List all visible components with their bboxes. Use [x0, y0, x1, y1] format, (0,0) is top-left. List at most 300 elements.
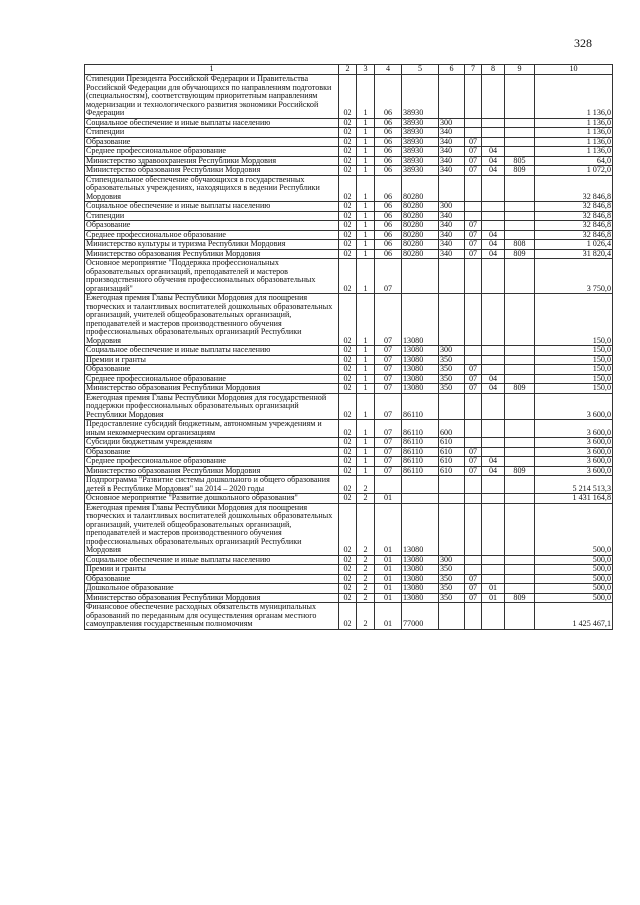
- program-code-cell: 02: [339, 565, 357, 575]
- amount-cell: 1 136,0: [535, 147, 613, 157]
- subsection-code-cell: [482, 393, 505, 420]
- program-code-cell: 02: [339, 230, 357, 240]
- amount-cell: 31 820,4: [535, 249, 613, 259]
- activity-code-cell: 07: [375, 374, 402, 384]
- activity-code-cell: 07: [375, 259, 402, 294]
- section-code-cell: 07: [465, 240, 482, 250]
- table-row: [85, 118, 613, 128]
- subsection-code-cell: [482, 365, 505, 375]
- expense-type-cell: 300: [439, 346, 465, 356]
- activity-code-cell: 07: [375, 466, 402, 476]
- expense-type-cell: 340: [439, 249, 465, 259]
- direction-code-cell: 13080: [402, 365, 439, 375]
- expense-type-cell: 340: [439, 156, 465, 166]
- expense-type-cell: 340: [439, 221, 465, 231]
- section-code-cell: [465, 118, 482, 128]
- activity-code-cell: [375, 476, 402, 494]
- amount-cell: 500,0: [535, 593, 613, 603]
- row-name-cell: Министерство образования Республики Мордовия: [85, 249, 339, 259]
- section-code-cell: 07: [465, 166, 482, 176]
- section-code-cell: [465, 420, 482, 438]
- table-row: [85, 346, 613, 356]
- subprogram-code-cell: 1: [357, 156, 375, 166]
- subsection-code-cell: [482, 574, 505, 584]
- program-code-cell: 02: [339, 393, 357, 420]
- amount-cell: 32 846,8: [535, 202, 613, 212]
- ministry-code-cell: 805: [505, 156, 535, 166]
- subsection-code-cell: [482, 603, 505, 630]
- row-name-cell: Стипендии: [85, 211, 339, 221]
- section-code-cell: [465, 503, 482, 555]
- direction-code-cell: 13080: [402, 584, 439, 594]
- program-code-cell: 02: [339, 294, 357, 346]
- activity-code-cell: 07: [375, 294, 402, 346]
- ministry-code-cell: [505, 221, 535, 231]
- expense-type-cell: 340: [439, 128, 465, 138]
- program-code-cell: 02: [339, 346, 357, 356]
- header-cell: 6: [439, 65, 465, 75]
- expense-type-cell: 340: [439, 166, 465, 176]
- subsection-code-cell: [482, 420, 505, 438]
- table-row: [85, 565, 613, 575]
- section-code-cell: 07: [465, 365, 482, 375]
- row-name-cell: Дошкольное образование: [85, 584, 339, 594]
- subsection-code-cell: 04: [482, 240, 505, 250]
- section-code-cell: [465, 75, 482, 119]
- amount-cell: 64,0: [535, 156, 613, 166]
- direction-code-cell: 80280: [402, 249, 439, 259]
- ministry-code-cell: [505, 211, 535, 221]
- subprogram-code-cell: 2: [357, 593, 375, 603]
- program-code-cell: 02: [339, 494, 357, 504]
- row-name-cell: Министерство образования Республики Мордовия: [85, 466, 339, 476]
- header-cell: 4: [375, 65, 402, 75]
- activity-code-cell: 06: [375, 128, 402, 138]
- ministry-code-cell: [505, 447, 535, 457]
- activity-code-cell: 06: [375, 202, 402, 212]
- program-code-cell: 02: [339, 211, 357, 221]
- row-name-cell: Ежегодная премия Главы Республики Мордовия для поощрения творческих и талантливых воспитателей дошкольных образовательных организаций, учителей общеобразовательных организаций, преподавателей и мастеров производственного обучения профессиональных образовательных организаций Республики Мордовия: [85, 294, 339, 346]
- subprogram-code-cell: 1: [357, 221, 375, 231]
- row-name-cell: Ежегодная премия Главы Республики Мордовия для поощрения творческих и талантливых воспитателей дошкольных образовательных организаций, учителей общеобразовательных организаций, преподавателей и мастеров производственного обучения профессиональных образовательных организаций Республики Мордовия: [85, 503, 339, 555]
- amount-cell: 1 026,4: [535, 240, 613, 250]
- row-name-cell: Премии и гранты: [85, 565, 339, 575]
- row-name-cell: Социальное обеспечение и иные выплаты населению: [85, 555, 339, 565]
- section-code-cell: [465, 603, 482, 630]
- table-row: [85, 593, 613, 603]
- table-row: [85, 503, 613, 555]
- program-code-cell: 02: [339, 128, 357, 138]
- subsection-code-cell: [482, 555, 505, 565]
- ministry-code-cell: [505, 476, 535, 494]
- direction-code-cell: 38930: [402, 118, 439, 128]
- section-code-cell: 07: [465, 574, 482, 584]
- activity-code-cell: 06: [375, 147, 402, 157]
- expense-type-cell: 300: [439, 555, 465, 565]
- table-row: [85, 202, 613, 212]
- activity-code-cell: 06: [375, 175, 402, 202]
- direction-code-cell: 13080: [402, 555, 439, 565]
- row-name-cell: Социальное обеспечение и иные выплаты населению: [85, 202, 339, 212]
- activity-code-cell: 06: [375, 156, 402, 166]
- amount-cell: 3 600,0: [535, 420, 613, 438]
- section-code-cell: 07: [465, 230, 482, 240]
- direction-code-cell: [402, 494, 439, 504]
- table-row: [85, 221, 613, 231]
- row-name-cell: Премии и гранты: [85, 355, 339, 365]
- table-row: [85, 603, 613, 630]
- subprogram-code-cell: 2: [357, 494, 375, 504]
- subprogram-code-cell: 1: [357, 75, 375, 119]
- activity-code-cell: 07: [375, 393, 402, 420]
- row-name-cell: Министерство здравоохранения Республики Мордовия: [85, 156, 339, 166]
- subprogram-code-cell: 2: [357, 574, 375, 584]
- expense-type-cell: 300: [439, 202, 465, 212]
- table-header-row: [85, 65, 613, 75]
- program-code-cell: 02: [339, 240, 357, 250]
- expense-type-cell: [439, 75, 465, 119]
- subprogram-code-cell: 2: [357, 503, 375, 555]
- table-row: [85, 166, 613, 176]
- ministry-code-cell: [505, 75, 535, 119]
- direction-code-cell: 13080: [402, 503, 439, 555]
- subprogram-code-cell: 1: [357, 259, 375, 294]
- table-row: [85, 156, 613, 166]
- subprogram-code-cell: 1: [357, 118, 375, 128]
- expense-type-cell: 350: [439, 565, 465, 575]
- table-row: [85, 147, 613, 157]
- amount-cell: 1 136,0: [535, 137, 613, 147]
- activity-code-cell: 07: [375, 346, 402, 356]
- ministry-code-cell: [505, 457, 535, 467]
- subsection-code-cell: [482, 202, 505, 212]
- expense-type-cell: [439, 393, 465, 420]
- ministry-code-cell: [505, 147, 535, 157]
- expense-type-cell: [439, 603, 465, 630]
- ministry-code-cell: [505, 494, 535, 504]
- direction-code-cell: 80280: [402, 202, 439, 212]
- row-name-cell: Министерство образования Республики Мордовия: [85, 593, 339, 603]
- row-name-cell: Социальное обеспечение и иные выплаты населению: [85, 118, 339, 128]
- row-name-cell: Стипендии: [85, 128, 339, 138]
- section-code-cell: [465, 128, 482, 138]
- table-row: [85, 438, 613, 448]
- program-code-cell: 02: [339, 447, 357, 457]
- subprogram-code-cell: 1: [357, 438, 375, 448]
- ministry-code-cell: [505, 118, 535, 128]
- section-code-cell: [465, 211, 482, 221]
- subprogram-code-cell: 2: [357, 584, 375, 594]
- ministry-code-cell: [505, 128, 535, 138]
- activity-code-cell: 01: [375, 565, 402, 575]
- subprogram-code-cell: 1: [357, 420, 375, 438]
- section-code-cell: [465, 355, 482, 365]
- expense-type-cell: 340: [439, 137, 465, 147]
- subsection-code-cell: [482, 221, 505, 231]
- direction-code-cell: [402, 259, 439, 294]
- direction-code-cell: 38930: [402, 137, 439, 147]
- table-row: [85, 137, 613, 147]
- table-row: [85, 476, 613, 494]
- direction-code-cell: [402, 476, 439, 494]
- expense-type-cell: 610: [439, 438, 465, 448]
- table-row: [85, 584, 613, 594]
- amount-cell: 150,0: [535, 294, 613, 346]
- activity-code-cell: 01: [375, 574, 402, 584]
- table-row: [85, 355, 613, 365]
- subprogram-code-cell: 1: [357, 393, 375, 420]
- activity-code-cell: 01: [375, 603, 402, 630]
- ministry-code-cell: 809: [505, 593, 535, 603]
- expense-type-cell: 340: [439, 211, 465, 221]
- header-cell: 7: [465, 65, 482, 75]
- amount-cell: 1 136,0: [535, 128, 613, 138]
- subsection-code-cell: 04: [482, 166, 505, 176]
- direction-code-cell: 86110: [402, 457, 439, 467]
- amount-cell: 3 600,0: [535, 466, 613, 476]
- ministry-code-cell: 809: [505, 166, 535, 176]
- program-code-cell: 02: [339, 503, 357, 555]
- subprogram-code-cell: 2: [357, 603, 375, 630]
- subprogram-code-cell: 1: [357, 384, 375, 394]
- ministry-code-cell: [505, 565, 535, 575]
- activity-code-cell: 06: [375, 240, 402, 250]
- table-row: [85, 294, 613, 346]
- program-code-cell: 02: [339, 466, 357, 476]
- direction-code-cell: 13080: [402, 346, 439, 356]
- subsection-code-cell: [482, 128, 505, 138]
- section-code-cell: 07: [465, 147, 482, 157]
- subsection-code-cell: 04: [482, 249, 505, 259]
- program-code-cell: 02: [339, 603, 357, 630]
- subprogram-code-cell: 1: [357, 137, 375, 147]
- subsection-code-cell: [482, 75, 505, 119]
- direction-code-cell: 86110: [402, 438, 439, 448]
- direction-code-cell: 13080: [402, 565, 439, 575]
- subprogram-code-cell: 1: [357, 230, 375, 240]
- table-row: [85, 393, 613, 420]
- section-code-cell: [465, 565, 482, 575]
- subsection-code-cell: [482, 259, 505, 294]
- program-code-cell: 02: [339, 166, 357, 176]
- direction-code-cell: 13080: [402, 374, 439, 384]
- section-code-cell: [465, 346, 482, 356]
- activity-code-cell: 06: [375, 221, 402, 231]
- ministry-code-cell: [505, 202, 535, 212]
- ministry-code-cell: [505, 294, 535, 346]
- activity-code-cell: 01: [375, 494, 402, 504]
- amount-cell: 32 846,8: [535, 230, 613, 240]
- subprogram-code-cell: 2: [357, 565, 375, 575]
- section-code-cell: [465, 555, 482, 565]
- expense-type-cell: 340: [439, 230, 465, 240]
- section-code-cell: 07: [465, 156, 482, 166]
- section-code-cell: [465, 494, 482, 504]
- header-cell: 10: [535, 65, 613, 75]
- amount-cell: 1 431 164,8: [535, 494, 613, 504]
- ministry-code-cell: [505, 230, 535, 240]
- ministry-code-cell: 808: [505, 240, 535, 250]
- table-row: [85, 211, 613, 221]
- amount-cell: 500,0: [535, 503, 613, 555]
- table-row: [85, 555, 613, 565]
- direction-code-cell: 38930: [402, 147, 439, 157]
- activity-code-cell: 06: [375, 249, 402, 259]
- expense-type-cell: 300: [439, 118, 465, 128]
- ministry-code-cell: [505, 355, 535, 365]
- subsection-code-cell: [482, 438, 505, 448]
- direction-code-cell: 80280: [402, 175, 439, 202]
- program-code-cell: 02: [339, 420, 357, 438]
- section-code-cell: 07: [465, 384, 482, 394]
- direction-code-cell: 86110: [402, 393, 439, 420]
- subsection-code-cell: 04: [482, 374, 505, 384]
- activity-code-cell: 06: [375, 75, 402, 119]
- expense-type-cell: [439, 476, 465, 494]
- row-name-cell: Образование: [85, 447, 339, 457]
- direction-code-cell: 13080: [402, 294, 439, 346]
- row-name-cell: Среднее профессиональное образование: [85, 374, 339, 384]
- row-name-cell: Образование: [85, 365, 339, 375]
- amount-cell: 150,0: [535, 374, 613, 384]
- expense-type-cell: [439, 175, 465, 202]
- subsection-code-cell: 04: [482, 147, 505, 157]
- expense-type-cell: 350: [439, 574, 465, 584]
- program-code-cell: 02: [339, 384, 357, 394]
- table-row: [85, 384, 613, 394]
- table-row: [85, 75, 613, 119]
- direction-code-cell: 38930: [402, 156, 439, 166]
- direction-code-cell: 13080: [402, 355, 439, 365]
- row-name-cell: Финансовое обеспечение расходных обязательств муниципальных образований по переданным для осуществления органам местного самоуправления государственным полномочиям: [85, 603, 339, 630]
- activity-code-cell: 01: [375, 503, 402, 555]
- direction-code-cell: 80280: [402, 230, 439, 240]
- ministry-code-cell: [505, 374, 535, 384]
- header-cell: 1: [85, 65, 339, 75]
- row-name-cell: Подпрограмма "Развитие системы дошкольного и общего образования детей в Республике Мордовия" на 2014 – 2020 годы: [85, 476, 339, 494]
- table-row: [85, 420, 613, 438]
- amount-cell: 32 846,8: [535, 221, 613, 231]
- direction-code-cell: 80280: [402, 211, 439, 221]
- subprogram-code-cell: 1: [357, 249, 375, 259]
- direction-code-cell: 38930: [402, 75, 439, 119]
- ministry-code-cell: [505, 346, 535, 356]
- subprogram-code-cell: 1: [357, 466, 375, 476]
- amount-cell: 32 846,8: [535, 175, 613, 202]
- program-code-cell: 02: [339, 584, 357, 594]
- row-name-cell: Среднее профессиональное образование: [85, 457, 339, 467]
- program-code-cell: 02: [339, 259, 357, 294]
- ministry-code-cell: [505, 555, 535, 565]
- subsection-code-cell: 04: [482, 384, 505, 394]
- ministry-code-cell: [505, 584, 535, 594]
- row-name-cell: Министерство образования Республики Мордовия: [85, 166, 339, 176]
- expense-type-cell: [439, 503, 465, 555]
- row-name-cell: Ежегодная премия Главы Республики Мордовия для государственной поддержки профессиональных образовательных организаций Республики Мордовия: [85, 393, 339, 420]
- row-name-cell: Образование: [85, 221, 339, 231]
- row-name-cell: Предоставление субсидий бюджетным, автономным учреждениям и иным некоммерческим организациям: [85, 420, 339, 438]
- subsection-code-cell: [482, 447, 505, 457]
- subsection-code-cell: [482, 346, 505, 356]
- amount-cell: 3 600,0: [535, 457, 613, 467]
- direction-code-cell: 80280: [402, 221, 439, 231]
- subsection-code-cell: 01: [482, 584, 505, 594]
- table-row: [85, 374, 613, 384]
- subprogram-code-cell: 1: [357, 175, 375, 202]
- subsection-code-cell: [482, 175, 505, 202]
- ministry-code-cell: [505, 175, 535, 202]
- amount-cell: 500,0: [535, 574, 613, 584]
- program-code-cell: 02: [339, 438, 357, 448]
- activity-code-cell: 06: [375, 230, 402, 240]
- section-code-cell: [465, 175, 482, 202]
- row-name-cell: Основное мероприятие "Поддержка профессиональных образовательных организаций, преподавателей и мастеров производственного обучения профессиональных образовательных организаций": [85, 259, 339, 294]
- amount-cell: 3 600,0: [535, 438, 613, 448]
- table-row: [85, 259, 613, 294]
- direction-code-cell: 13080: [402, 384, 439, 394]
- subprogram-code-cell: 1: [357, 202, 375, 212]
- ministry-code-cell: [505, 574, 535, 584]
- row-name-cell: Субсидии бюджетным учреждениям: [85, 438, 339, 448]
- page-number: 328: [574, 36, 592, 50]
- subsection-code-cell: [482, 565, 505, 575]
- table-row: [85, 249, 613, 259]
- amount-cell: 1 136,0: [535, 118, 613, 128]
- direction-code-cell: 77000: [402, 603, 439, 630]
- amount-cell: 150,0: [535, 384, 613, 394]
- section-code-cell: [465, 259, 482, 294]
- amount-cell: 500,0: [535, 555, 613, 565]
- activity-code-cell: 07: [375, 384, 402, 394]
- header-cell: 8: [482, 65, 505, 75]
- subprogram-code-cell: 1: [357, 447, 375, 457]
- activity-code-cell: 06: [375, 166, 402, 176]
- activity-code-cell: 07: [375, 438, 402, 448]
- expense-type-cell: 610: [439, 466, 465, 476]
- row-name-cell: Министерство образования Республики Мордовия: [85, 384, 339, 394]
- activity-code-cell: 01: [375, 555, 402, 565]
- activity-code-cell: 07: [375, 420, 402, 438]
- row-name-cell: Среднее профессиональное образование: [85, 230, 339, 240]
- table-row: [85, 574, 613, 584]
- program-code-cell: 02: [339, 574, 357, 584]
- amount-cell: 150,0: [535, 365, 613, 375]
- amount-cell: 3 600,0: [535, 447, 613, 457]
- table-row: [85, 365, 613, 375]
- program-code-cell: 02: [339, 137, 357, 147]
- amount-cell: 150,0: [535, 346, 613, 356]
- table-row: [85, 230, 613, 240]
- row-name-cell: Стипендиальное обеспечение обучающихся в государственных образовательных учреждениях, находящихся в ведении Республики Мордовия: [85, 175, 339, 202]
- program-code-cell: 02: [339, 374, 357, 384]
- subprogram-code-cell: 1: [357, 166, 375, 176]
- row-name-cell: Образование: [85, 137, 339, 147]
- section-code-cell: [465, 393, 482, 420]
- direction-code-cell: 13080: [402, 593, 439, 603]
- subsection-code-cell: [482, 211, 505, 221]
- table-row: [85, 240, 613, 250]
- amount-cell: 1 072,0: [535, 166, 613, 176]
- expense-type-cell: 340: [439, 147, 465, 157]
- ministry-code-cell: 809: [505, 249, 535, 259]
- section-code-cell: [465, 438, 482, 448]
- amount-cell: 3 600,0: [535, 393, 613, 420]
- section-code-cell: 07: [465, 584, 482, 594]
- subprogram-code-cell: 1: [357, 211, 375, 221]
- row-name-cell: Стипендии Президента Российской Федерации и Правительства Российской Федерации для обучающихся по направлениям подготовки (специальностям), соответствующим приоритетным направлениям модернизации и технологического развития экономики Российской Федерации: [85, 75, 339, 119]
- subprogram-code-cell: 1: [357, 374, 375, 384]
- subprogram-code-cell: 2: [357, 555, 375, 565]
